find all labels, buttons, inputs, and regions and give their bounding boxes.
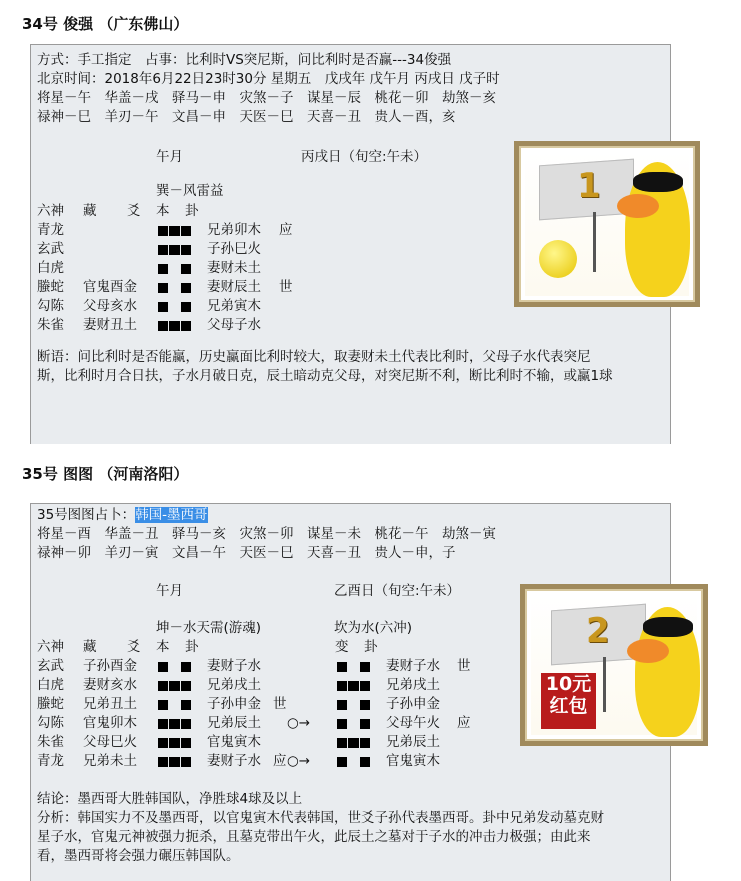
yin-line: [337, 700, 370, 710]
yang-line: [158, 738, 191, 748]
yin-line: [337, 662, 370, 672]
yao-name: 妻财辰土: [207, 279, 261, 295]
cang-yao: 官鬼酉金: [83, 279, 137, 295]
info-line: 将星－酉 华盖－丑 驿马－亥 灾煞－卯 谋星－未 桃花－午 劫煞－寅: [37, 526, 496, 542]
yao-name: 妻财子水: [207, 753, 261, 769]
case35-image: [520, 584, 708, 746]
liushen: 玄武: [37, 241, 64, 257]
header-liushen: 六神: [37, 639, 64, 655]
selected-text[interactable]: 韩国-墨西哥: [135, 507, 208, 523]
conclusion-line: 斯，比利时月合日扶，子水月破日克，辰土暗动克父母，对突尼斯不利，断比利时不输，或赢1球: [37, 368, 613, 384]
shi-ying-mark: 世: [457, 658, 471, 674]
yin-line: [337, 719, 370, 729]
badge-line: 红包: [549, 695, 588, 717]
conclusion-line: 星子水，官鬼元神被强力扼杀，且墓克带出午火，此辰土之墓对于子水的冲击力极强；由此来: [37, 829, 591, 845]
header-gua: 卦: [185, 639, 199, 655]
yin-line: [158, 283, 191, 293]
yang-line: [158, 226, 191, 236]
header-gua: 卦: [364, 639, 378, 655]
bian-yao-name: 父母午火: [386, 715, 440, 731]
yao-name: 子孙巳火: [207, 241, 261, 257]
bian-yao-name: 兄弟戌土: [386, 677, 440, 693]
info-line: 将星－午 华盖－戌 驿马－申 灾煞－子 谋星－辰 桃花－卯 劫煞－亥: [37, 90, 496, 106]
gua-name: 巽－风雷益: [156, 183, 224, 199]
liushen: 青龙: [37, 222, 64, 238]
sign-number: 1: [577, 166, 601, 206]
cang-yao: 妻财丑土: [83, 317, 137, 333]
shi-ying-mark: 应: [457, 715, 471, 731]
header-gua: 卦: [185, 203, 199, 219]
yang-line: [158, 245, 191, 255]
yang-line: [337, 738, 370, 748]
cang-yao: 父母巳火: [83, 734, 137, 750]
month-label: 午月: [156, 583, 183, 599]
header-ben: 本: [156, 639, 170, 655]
header-cang: 藏: [83, 203, 97, 219]
yin-line: [158, 700, 191, 710]
conclusion-line: 结论：墨西哥大胜韩国队，净胜球4球及以上: [37, 791, 303, 807]
cang-yao: 官鬼卯木: [83, 715, 137, 731]
gua-name: 坤－水天需(游魂): [156, 620, 262, 636]
yao-name: 兄弟辰土: [207, 715, 261, 731]
liushen: 勾陈: [37, 298, 64, 314]
day-label: 乙酉日（旬空:午未）: [334, 583, 461, 599]
title-prefix: 35号图图占卜：: [37, 507, 136, 523]
liushen: 玄武: [37, 658, 64, 674]
red-packet-badge: [541, 673, 596, 729]
cang-yao: 父母亥水: [83, 298, 137, 314]
shi-ying-mark: 应: [279, 222, 293, 238]
cang-yao: 子孙酉金: [83, 658, 137, 674]
hexagram-row: [37, 752, 657, 771]
yao-name: 兄弟寅木: [207, 298, 261, 314]
shi-ying-mark: 世: [273, 696, 287, 712]
header-yao: 爻: [127, 203, 141, 219]
bian-yao-name: 兄弟辰土: [386, 734, 440, 750]
smiley-icon: [539, 240, 577, 278]
yao-name: 妻财子水: [207, 658, 261, 674]
liushen: 白虎: [37, 677, 64, 693]
bian-yao-name: 官鬼寅木: [386, 753, 440, 769]
bian-yao-name: 妻财子水: [386, 658, 440, 674]
hexagram-row: [37, 316, 657, 335]
shi-ying-mark: 应: [273, 753, 287, 769]
yang-line: [158, 757, 191, 767]
sign-number: 2: [586, 611, 610, 651]
liushen: 勾陈: [37, 715, 64, 731]
liushen: 白虎: [37, 260, 64, 276]
moving-line-arrow-icon: ○→: [287, 715, 311, 731]
header-bian: 变: [335, 639, 349, 655]
conclusion-line: 看，墨西哥将会强力碾压韩国队。: [37, 848, 240, 864]
cang-yao: 妻财亥水: [83, 677, 137, 693]
liushen: 朱雀: [37, 734, 64, 750]
header-yao: 爻: [127, 639, 141, 655]
yao-name: 兄弟戌土: [207, 677, 261, 693]
liushen: 朱雀: [37, 317, 64, 333]
yang-line: [158, 681, 191, 691]
yao-name: 兄弟卯木: [207, 222, 261, 238]
yin-line: [158, 302, 191, 312]
header-ben: 本: [156, 203, 170, 219]
liushen: 螣蛇: [37, 696, 64, 712]
yin-line: [337, 757, 370, 767]
yao-name: 官鬼寅木: [207, 734, 261, 750]
title-line: [37, 506, 208, 525]
moving-line-arrow-icon: ○→: [287, 753, 311, 769]
case34-heading: 34号 俊强 （广东佛山）: [22, 15, 189, 33]
badge-line: 10元: [545, 673, 592, 695]
yao-name: 父母子水: [207, 317, 261, 333]
info-line: 方式：手工指定 占事：比利时VS突尼斯，问比利时是否赢---34俊强: [37, 52, 452, 68]
liushen: 青龙: [37, 753, 64, 769]
day-label: 丙戌日（旬空:午未）: [301, 149, 428, 165]
liushen: 螣蛇: [37, 279, 64, 295]
bian-yao-name: 子孙申金: [386, 696, 440, 712]
header-cang: 藏: [83, 639, 97, 655]
yang-line: [337, 681, 370, 691]
shi-ying-mark: 世: [279, 279, 293, 295]
yin-line: [158, 662, 191, 672]
info-line: 禄神－巳 羊刃－午 文昌－申 天医－巳 天喜－丑 贵人－酉，亥: [37, 109, 456, 125]
header-liushen: 六神: [37, 203, 64, 219]
month-label: 午月: [156, 149, 183, 165]
yao-name: 子孙申金: [207, 696, 261, 712]
case35-heading: 35号 图图 （河南洛阳）: [22, 465, 189, 483]
yao-name: 妻财未土: [207, 260, 261, 276]
info-line: 禄神－卯 羊刃－寅 文昌－午 天医－巳 天喜－丑 贵人－申，子: [37, 545, 456, 561]
info-line: 北京时间：2018年6月22日23时30分 星期五 戊戌年 戊午月 丙戌日 戊子时: [37, 71, 500, 87]
cang-yao: 兄弟丑土: [83, 696, 137, 712]
conclusion-line: 分析：韩国实力不及墨西哥，以官鬼寅木代表韩国，世爻子孙代表墨西哥。卦中兄弟发动墓克财: [37, 810, 604, 826]
yang-line: [158, 321, 191, 331]
conclusion-line: 断语：问比利时是否能赢，历史赢面比利时较大，取妻财未土代表比利时，父母子水代表突尼: [37, 349, 591, 365]
bian-gua-name: 坎为水(六冲): [334, 620, 413, 636]
case34-image: [514, 141, 700, 307]
yang-line: [158, 719, 191, 729]
cang-yao: 兄弟未土: [83, 753, 137, 769]
yin-line: [158, 264, 191, 274]
